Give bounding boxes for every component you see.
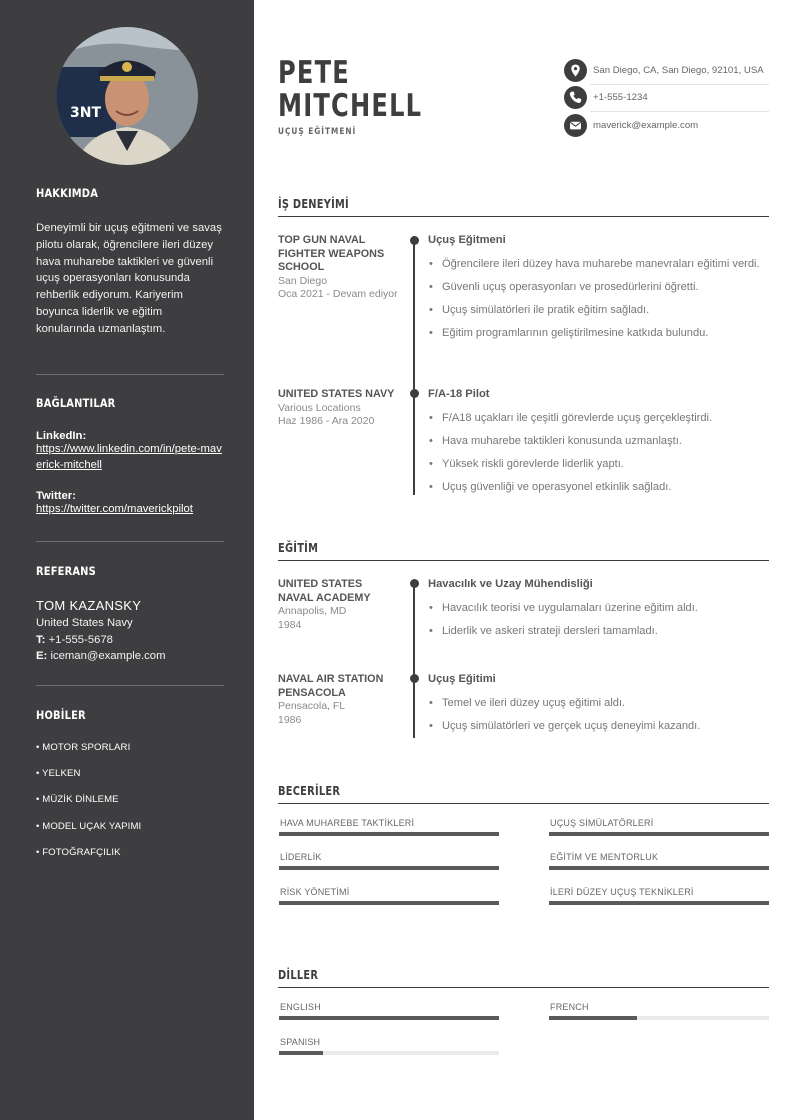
- role-title: Uçuş Eğitmeni: [428, 234, 506, 246]
- education-rule: [278, 560, 769, 561]
- reference-title: REFERANS: [36, 564, 96, 578]
- languages-rule: [278, 987, 769, 988]
- timeline-dot: [410, 579, 419, 588]
- language-name: FRENCH: [550, 1002, 589, 1012]
- svg-text:3NT: 3NT: [70, 105, 102, 121]
- language-bar-fill: [549, 1016, 637, 1020]
- degree-title: Havacılık ve Uzay Mühendisliği: [428, 578, 593, 590]
- linkedin-label: LinkedIn:: [36, 430, 87, 442]
- skill-bar-fill: [549, 866, 769, 870]
- bullet-item: • Temel ve ileri düzey uçuş eğitimi aldı.: [428, 696, 768, 711]
- bullet-item: • Güvenli uçuş operasyonları ve prosedürlerini öğretti.: [428, 280, 768, 295]
- linkedin-url[interactable]: https://www.linkedin.com/in/pete-maverick-mitchell: [36, 443, 222, 471]
- skill-bar-track: [279, 901, 499, 905]
- bullet-item: • Havacılık teorisi ve uygulamaları üzerine eğitim aldı.: [428, 601, 768, 616]
- phone-icon: [564, 86, 587, 109]
- degree-bullets: [428, 601, 768, 647]
- hobbies-section: [36, 708, 224, 722]
- language-item: [549, 1002, 769, 1024]
- bullet-item: • Liderlik ve askeri strateji dersleri tamamladı.: [428, 624, 768, 639]
- linkedin-link: [36, 430, 224, 473]
- org-location: San Diego: [278, 274, 328, 287]
- reference-email-line: [36, 648, 224, 665]
- language-bar-fill: [279, 1016, 499, 1020]
- contact-divider: [590, 111, 769, 112]
- skill-name: LİDERLİK: [280, 852, 322, 862]
- email-icon: [564, 114, 587, 137]
- twitter-label: Twitter:: [36, 490, 76, 502]
- degree-bullets: [428, 696, 768, 742]
- avatar: [56, 27, 198, 165]
- bullet-item: • F/A18 uçakları ile çeşitli görevlerde uçuş gerçekleştirdi.: [428, 411, 768, 426]
- experience-timeline: [413, 236, 415, 495]
- contact-divider: [590, 84, 769, 85]
- about-section: [36, 186, 224, 200]
- org-name: NAVAL AIR STATION PENSACOLA: [278, 673, 384, 699]
- about-body: [36, 220, 224, 338]
- hobby-item: • MOTOR SPORLARI: [36, 742, 131, 753]
- language-item: [279, 1002, 499, 1024]
- org-location: Various Locations: [278, 401, 361, 414]
- skill-bar-track: [549, 901, 769, 905]
- hobby-item: • MÜZİK DİNLEME: [36, 794, 119, 805]
- job-title: UÇUŞ EĞİTMENİ: [278, 127, 357, 137]
- bullet-item: • Uçuş güvenliği ve operasyonel etkinlik sağladı.: [428, 480, 768, 495]
- skill-item: [279, 887, 499, 909]
- reference-name: TOM KAZANSKY: [36, 598, 142, 613]
- sidebar-divider: [36, 685, 224, 686]
- twitter-url[interactable]: https://twitter.com/maverickpilot: [36, 503, 193, 515]
- education-title: EĞİTİM: [278, 541, 319, 555]
- skill-item: [549, 887, 769, 909]
- skill-bar-track: [279, 832, 499, 836]
- bullet-item: • Hava muharebe taktikleri konusunda uzmanlaştı.: [428, 434, 768, 449]
- hobby-item: • FOTOĞRAFÇILIK: [36, 847, 121, 858]
- sidebar-divider: [36, 374, 224, 375]
- timeline-dot: [410, 389, 419, 398]
- language-bar-track: [279, 1051, 499, 1055]
- skill-name: EĞİTİM VE MENTORLUK: [550, 852, 659, 862]
- last-name: MITCHELL: [278, 88, 423, 124]
- hobby-item: • MODEL UÇAK YAPIMI: [36, 821, 142, 832]
- contact-address: [564, 59, 769, 83]
- skill-bar-fill: [279, 866, 499, 870]
- skill-bar-track: [279, 866, 499, 870]
- experience-rule: [278, 216, 769, 217]
- sidebar: [0, 0, 254, 1120]
- org-name: UNITED STATES NAVAL ACADEMY: [278, 578, 371, 604]
- skill-name: İLERİ DÜZEY UÇUŞ TEKNİKLERİ: [550, 887, 694, 897]
- language-bar-track: [549, 1016, 769, 1020]
- skill-name: RİSK YÖNETİMİ: [280, 887, 350, 897]
- sidebar-divider: [36, 541, 224, 542]
- org-name: UNITED STATES NAVY: [278, 388, 395, 400]
- skill-item: [549, 852, 769, 874]
- skill-item: [279, 818, 499, 840]
- reference-org: United States Navy: [36, 617, 133, 629]
- location-pin-icon: [564, 59, 587, 82]
- org-dates: Oca 2021 - Devam ediyor: [278, 288, 398, 300]
- skills-title: BECERİLER: [278, 784, 341, 798]
- skill-bar-fill: [279, 901, 499, 905]
- skill-bar-track: [549, 866, 769, 870]
- twitter-link: [36, 490, 224, 518]
- experience-org: [278, 234, 398, 302]
- phone-text: +1-555-1234: [593, 92, 648, 103]
- reference-section: [36, 564, 224, 578]
- skill-item: [279, 852, 499, 874]
- reference-phone-line: [36, 632, 224, 649]
- languages-title: DİLLER: [278, 968, 319, 982]
- language-item: [279, 1037, 499, 1059]
- bullet-item: • Öğrencilere ileri düzey hava muharebe manevraları eğitimi verdi.: [428, 257, 768, 272]
- hobbies-title: HOBİLER: [36, 708, 86, 722]
- avatar-photo: [56, 27, 198, 165]
- about-text: Deneyimli bir uçuş eğitmeni ve savaş pilotu olarak, öğrencilere ileri düzey hava muharebe taktikleri ve güvenli uçuş operasyonları konusunda rehberlik ediyorum. Kariyerim boyunca liderlik ve eğitim konularında uzmanlaştım.: [36, 222, 222, 335]
- links-section: [36, 396, 224, 410]
- skill-name: HAVA MUHAREBE TAKTİKLERİ: [280, 818, 415, 828]
- skill-bar-fill: [279, 832, 499, 836]
- role-title: F/A-18 Pilot: [428, 388, 490, 400]
- first-name: PETE: [278, 55, 350, 91]
- degree-title: Uçuş Eğitimi: [428, 673, 496, 685]
- timeline-dot: [410, 236, 419, 245]
- contact-email: [564, 114, 769, 138]
- language-name: ENGLISH: [280, 1002, 321, 1012]
- skill-item: [549, 818, 769, 840]
- education-timeline: [413, 580, 415, 738]
- language-bar-track: [279, 1016, 499, 1020]
- language-name: SPANISH: [280, 1037, 321, 1047]
- bullet-item: • Uçuş simülatörleri ve gerçek uçuş deneyimi kazandı.: [428, 719, 768, 734]
- skill-bar-fill: [549, 901, 769, 905]
- education-org: [278, 673, 398, 727]
- org-location: Annapolis, MD: [278, 605, 347, 617]
- reference-email-label: E:: [36, 650, 48, 662]
- org-dates: Haz 1986 - Ara 2020: [278, 415, 375, 427]
- reference-email: iceman@example.com: [50, 650, 166, 662]
- hobby-item: • YELKEN: [36, 768, 81, 779]
- experience-title: İŞ DENEYİMİ: [278, 197, 349, 211]
- experience-org: [278, 388, 398, 429]
- language-bar-fill: [279, 1051, 323, 1055]
- role-bullets: [428, 257, 768, 349]
- skill-bar-track: [549, 832, 769, 836]
- skill-bar-fill: [549, 832, 769, 836]
- reference-card: [36, 598, 224, 665]
- links-title: BAĞLANTILAR: [36, 396, 116, 410]
- education-org: [278, 578, 398, 632]
- bullet-item: • Yüksek riskli görevlerde liderlik yaptı.: [428, 457, 768, 472]
- timeline-dot: [410, 674, 419, 683]
- contact-phone: [564, 86, 769, 110]
- reference-phone-label: T:: [36, 633, 46, 646]
- email-text[interactable]: maverick@example.com: [593, 120, 699, 131]
- reference-phone: +1-555-5678: [48, 633, 113, 646]
- org-location: Pensacola, FL: [278, 700, 346, 712]
- role-bullets: [428, 411, 768, 503]
- org-dates: 1986: [278, 713, 302, 726]
- org-name: TOP GUN NAVAL FIGHTER WEAPONS SCHOOL: [278, 234, 385, 273]
- skills-rule: [278, 803, 769, 804]
- address-text: San Diego, CA, San Diego, 92101, USA: [593, 65, 764, 76]
- bullet-item: • Eğitim programlarının geliştirilmesine katkıda bulundu.: [428, 326, 768, 341]
- org-dates: 1984: [278, 618, 302, 631]
- bullet-item: • Uçuş simülatörleri ile pratik eğitim sağladı.: [428, 303, 768, 318]
- skill-name: UÇUŞ SİMÜLATÖRLERİ: [550, 818, 654, 828]
- about-title: HAKKIMDA: [36, 186, 99, 200]
